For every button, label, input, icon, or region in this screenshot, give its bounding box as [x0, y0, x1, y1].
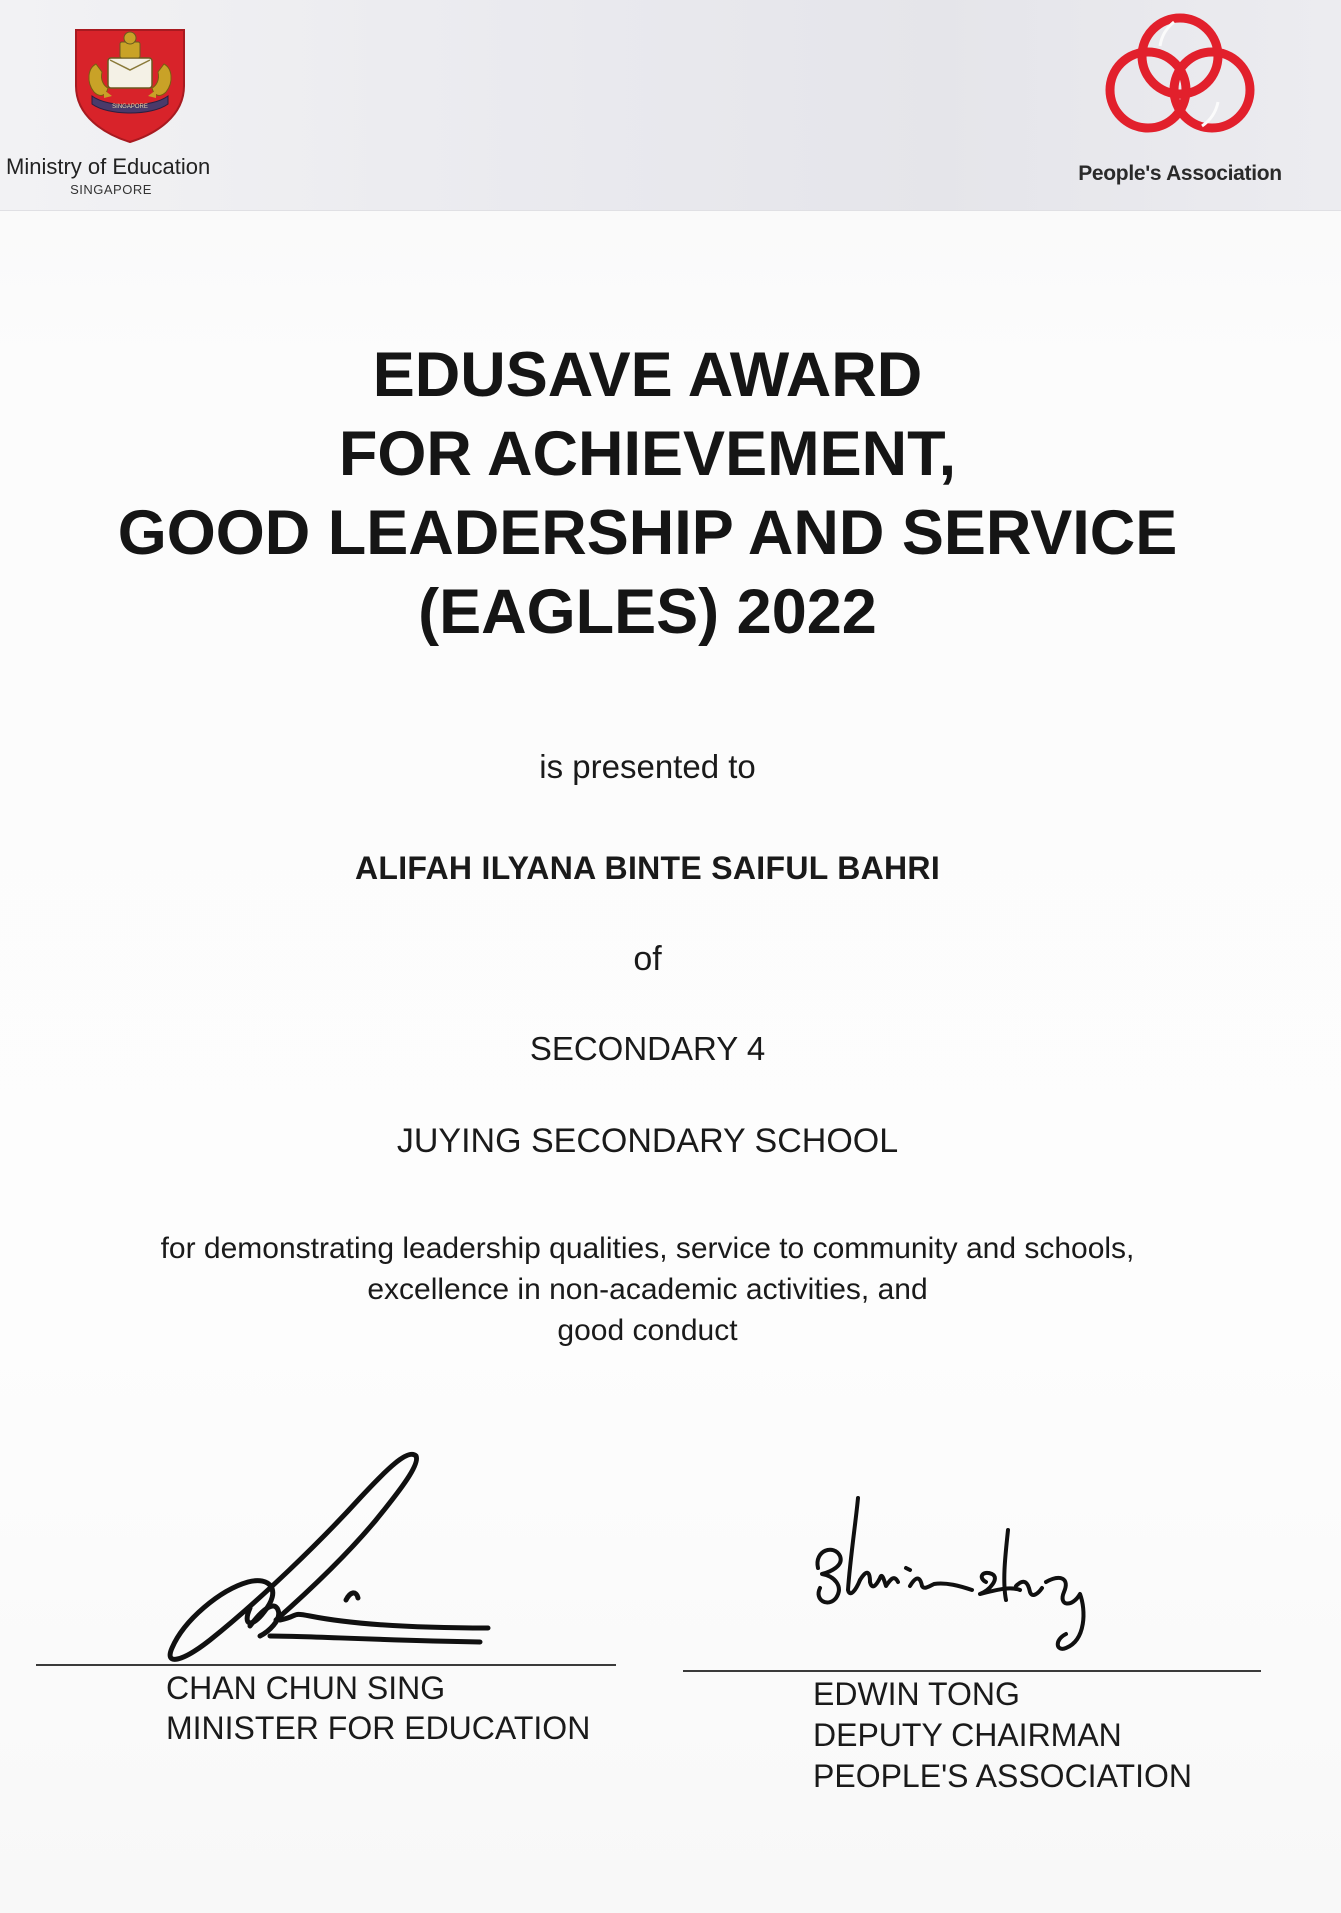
citation-line-3: good conduct: [557, 1314, 738, 1347]
signatory-right-title-1: DEPUTY CHAIRMAN: [813, 1717, 1122, 1753]
pa-logo-block: [1070, 6, 1340, 196]
signature-line-right: [683, 1670, 1261, 1672]
pa-name: People's Association: [1078, 162, 1282, 185]
title-line-2: FOR ACHIEVEMENT,: [338, 419, 957, 489]
moe-country: SINGAPORE: [70, 182, 152, 197]
header-band: [0, 0, 1341, 211]
title-line-3: GOOD LEADERSHIP AND SERVICE: [117, 498, 1178, 568]
signatory-right-name: EDWIN TONG: [813, 1676, 1020, 1712]
certificate-title: [0, 336, 1295, 652]
signatory-right-title-2: PEOPLE'S ASSOCIATION: [813, 1758, 1192, 1794]
citation: [0, 1228, 1295, 1351]
presented-text: is presented to: [539, 748, 756, 785]
moe-crest-text: SINGAPORE: [112, 104, 148, 110]
signature-line-left: [36, 1664, 616, 1666]
recipient-school: JUYING SECONDARY SCHOOL: [396, 1122, 899, 1160]
of-text: of: [633, 940, 662, 978]
signatory-right: [813, 1674, 1192, 1797]
signatory-left-name: CHAN CHUN SING: [166, 1670, 446, 1706]
title-line-1: EDUSAVE AWARD: [372, 340, 923, 410]
signatory-left-title: MINISTER FOR EDUCATION: [166, 1710, 591, 1746]
signature-right: [810, 1490, 1110, 1660]
moe-name: Ministry of Education: [6, 154, 211, 179]
title-line-4: (EAGLES) 2022: [418, 577, 877, 647]
recipient-level: SECONDARY 4: [529, 1030, 766, 1067]
recipient-name: ALIFAH ILYANA BINTE SAIFUL BAHRI: [354, 850, 941, 886]
citation-line-2: excellence in non-academic activities, and: [367, 1273, 928, 1306]
signature-left: [150, 1440, 510, 1670]
moe-crest-icon: [68, 24, 192, 144]
signatory-left: [166, 1668, 590, 1748]
moe-logo-block: [6, 24, 236, 204]
citation-line-1: for demonstrating leadership qualities, service to community and schools,: [160, 1232, 1135, 1265]
pa-interlocking-rings-icon: [1100, 6, 1260, 156]
